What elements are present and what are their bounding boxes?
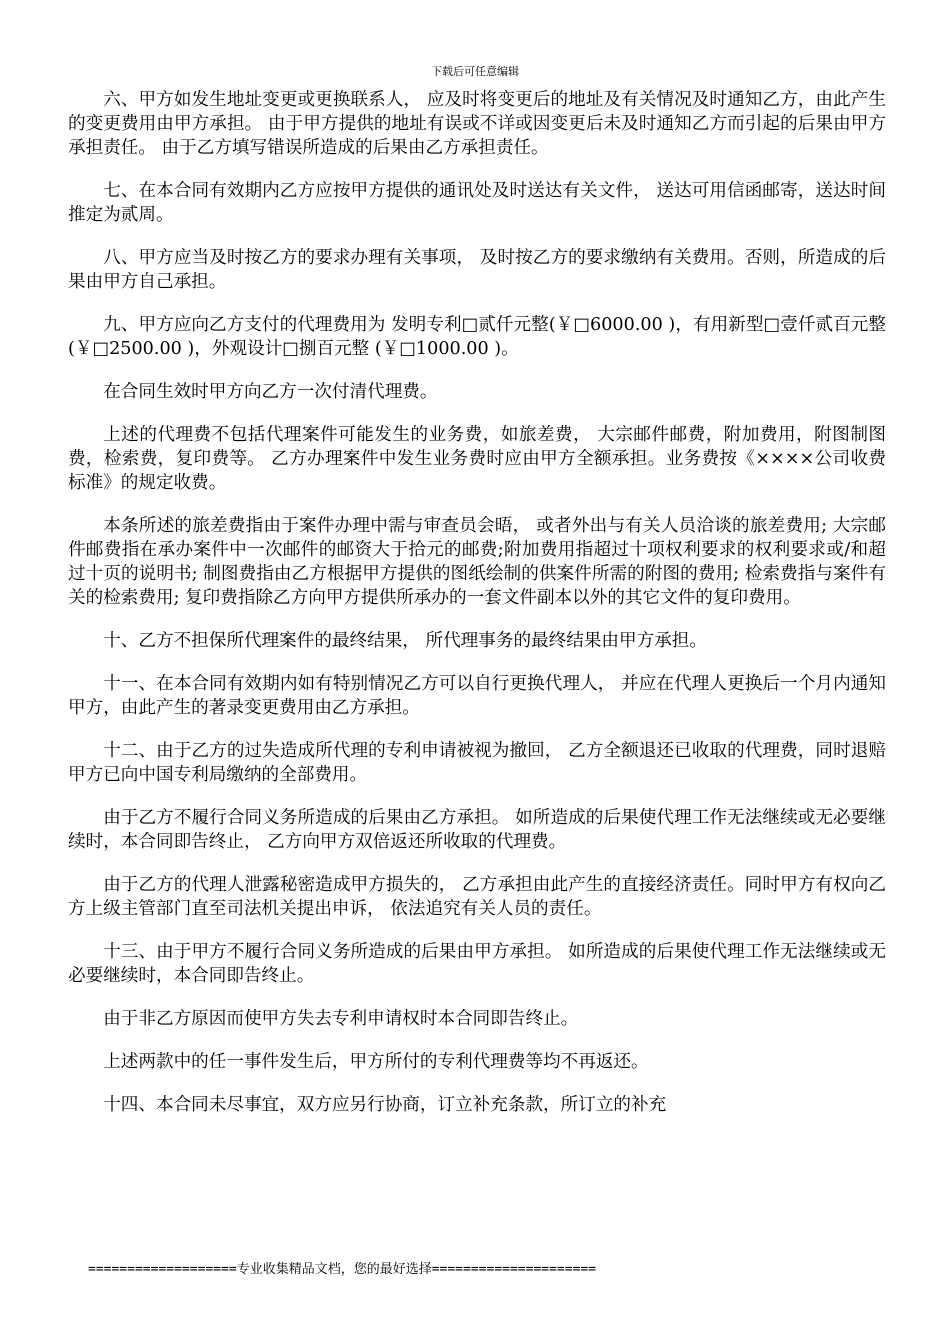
clause-13-paragraph: 十三、由于甲方不履行合同义务所造成的后果由甲方承担。 如所造成的后果使代理工作无法继续或无必要继续时，本合同即告终止。: [68, 942, 886, 986]
clause-12-paragraph: 十二、由于乙方的过失造成所代理的专利申请被视为撤回， 乙方全额退还已收取的代理费，同时退赔甲方已向中国专利局缴纳的全部费用。: [68, 741, 886, 785]
page-footer: ===================专业收集精品文档，您的最好选择=====================: [88, 1262, 597, 1277]
clause-9-paragraph: 九、甲方应向乙方支付的代理费用为 发明专利□贰仟元整(￥□6000.00 )，有用新型□壹仟贰百元整 (￥□2500.00 )，外观设计□捌百元整 (￥□1000.00 )。: [68, 315, 886, 359]
document-body: [68, 88, 886, 1136]
clause-11-paragraph: 十一、在本合同有效期内如有特别情况乙方可以自行更换代理人， 并应在代理人更换后一个月内通知甲方，由此产生的著录变更费用由乙方承担。: [68, 674, 886, 718]
clause-10-paragraph: 十、乙方不担保所代理案件的最终结果， 所代理事务的最终结果由甲方承担。: [103, 631, 707, 651]
clause-6-paragraph: 六、甲方如发生地址变更或更换联系人， 应及时将变更后的地址及有关情况及时通知乙方，由此产生的变更费用由甲方承担。 由于甲方提供的地址有误或不详或因变更后未及时通知乙方而引起的后果由甲方承担责任。 由于乙方填写错误所造成的后果由乙方承担责任。: [68, 90, 886, 158]
termination-paragraph: 由于非乙方原因而使甲方失去专利申请权时本合同即告终止。: [103, 1009, 579, 1029]
no-refund-paragraph: 上述两款中的任一事件发生后，甲方所付的专利代理费等均不再返还。: [103, 1052, 649, 1072]
clause-7-paragraph: 七、在本合同有效期内乙方应按甲方提供的通讯处及时送达有关文件， 送达可用信函邮寄，送达时间推定为贰周。: [68, 181, 886, 225]
fee-definition-paragraph: 本条所述的旅差费指由于案件办理中需与审查员会晤， 或者外出与有关人员洽谈的旅差费用; 大宗邮件邮费指在承办案件中一次邮件的邮资大于拾元的邮费;附加费用指超过十项权利要求的权利要求或/和超过十页的说明书; 制图费指由乙方根据甲方提供的图纸绘制的供案件所需的附图的费用; 检索费指与案件有关的检索费用; 复印费指除乙方向甲方提供所承办的一套文件副本以外的其它文件的复印费用。: [68, 516, 886, 608]
confidentiality-breach-paragraph: 由于乙方的代理人泄露秘密造成甲方损失的， 乙方承担由此产生的直接经济责任。同时甲方有权向乙方上级主管部门直至司法机关提出申诉， 依法追究有关人员的责任。: [68, 875, 886, 919]
page-header: 下载后可任意编辑: [431, 65, 519, 78]
breach-by-party-b-paragraph: 由于乙方不履行合同义务所造成的后果由乙方承担。 如所造成的后果使代理工作无法继续或无必要继续时，本合同即告终止， 乙方向甲方双倍返还所收取的代理费。: [68, 808, 886, 852]
business-fee-paragraph: 上述的代理费不包括代理案件可能发生的业务费，如旅差费， 大宗邮件邮费，附加费用，附图制图费，检索费，复印费等。 乙方办理案件中发生业务费时应由甲方全额承担。业务费按《××××公司收费标准》的规定收费。: [68, 425, 886, 493]
payment-timing-paragraph: 在合同生效时甲方向乙方一次付清代理费。: [103, 382, 438, 402]
clause-8-paragraph: 八、甲方应当及时按乙方的要求办理有关事项， 及时按乙方的要求缴纳有关费用。否则，所造成的后果由甲方自己承担。: [68, 248, 886, 292]
clause-14-paragraph: 十四、本合同未尽事宜，双方应另行协商，订立补充条款，所订立的补充: [103, 1095, 667, 1115]
